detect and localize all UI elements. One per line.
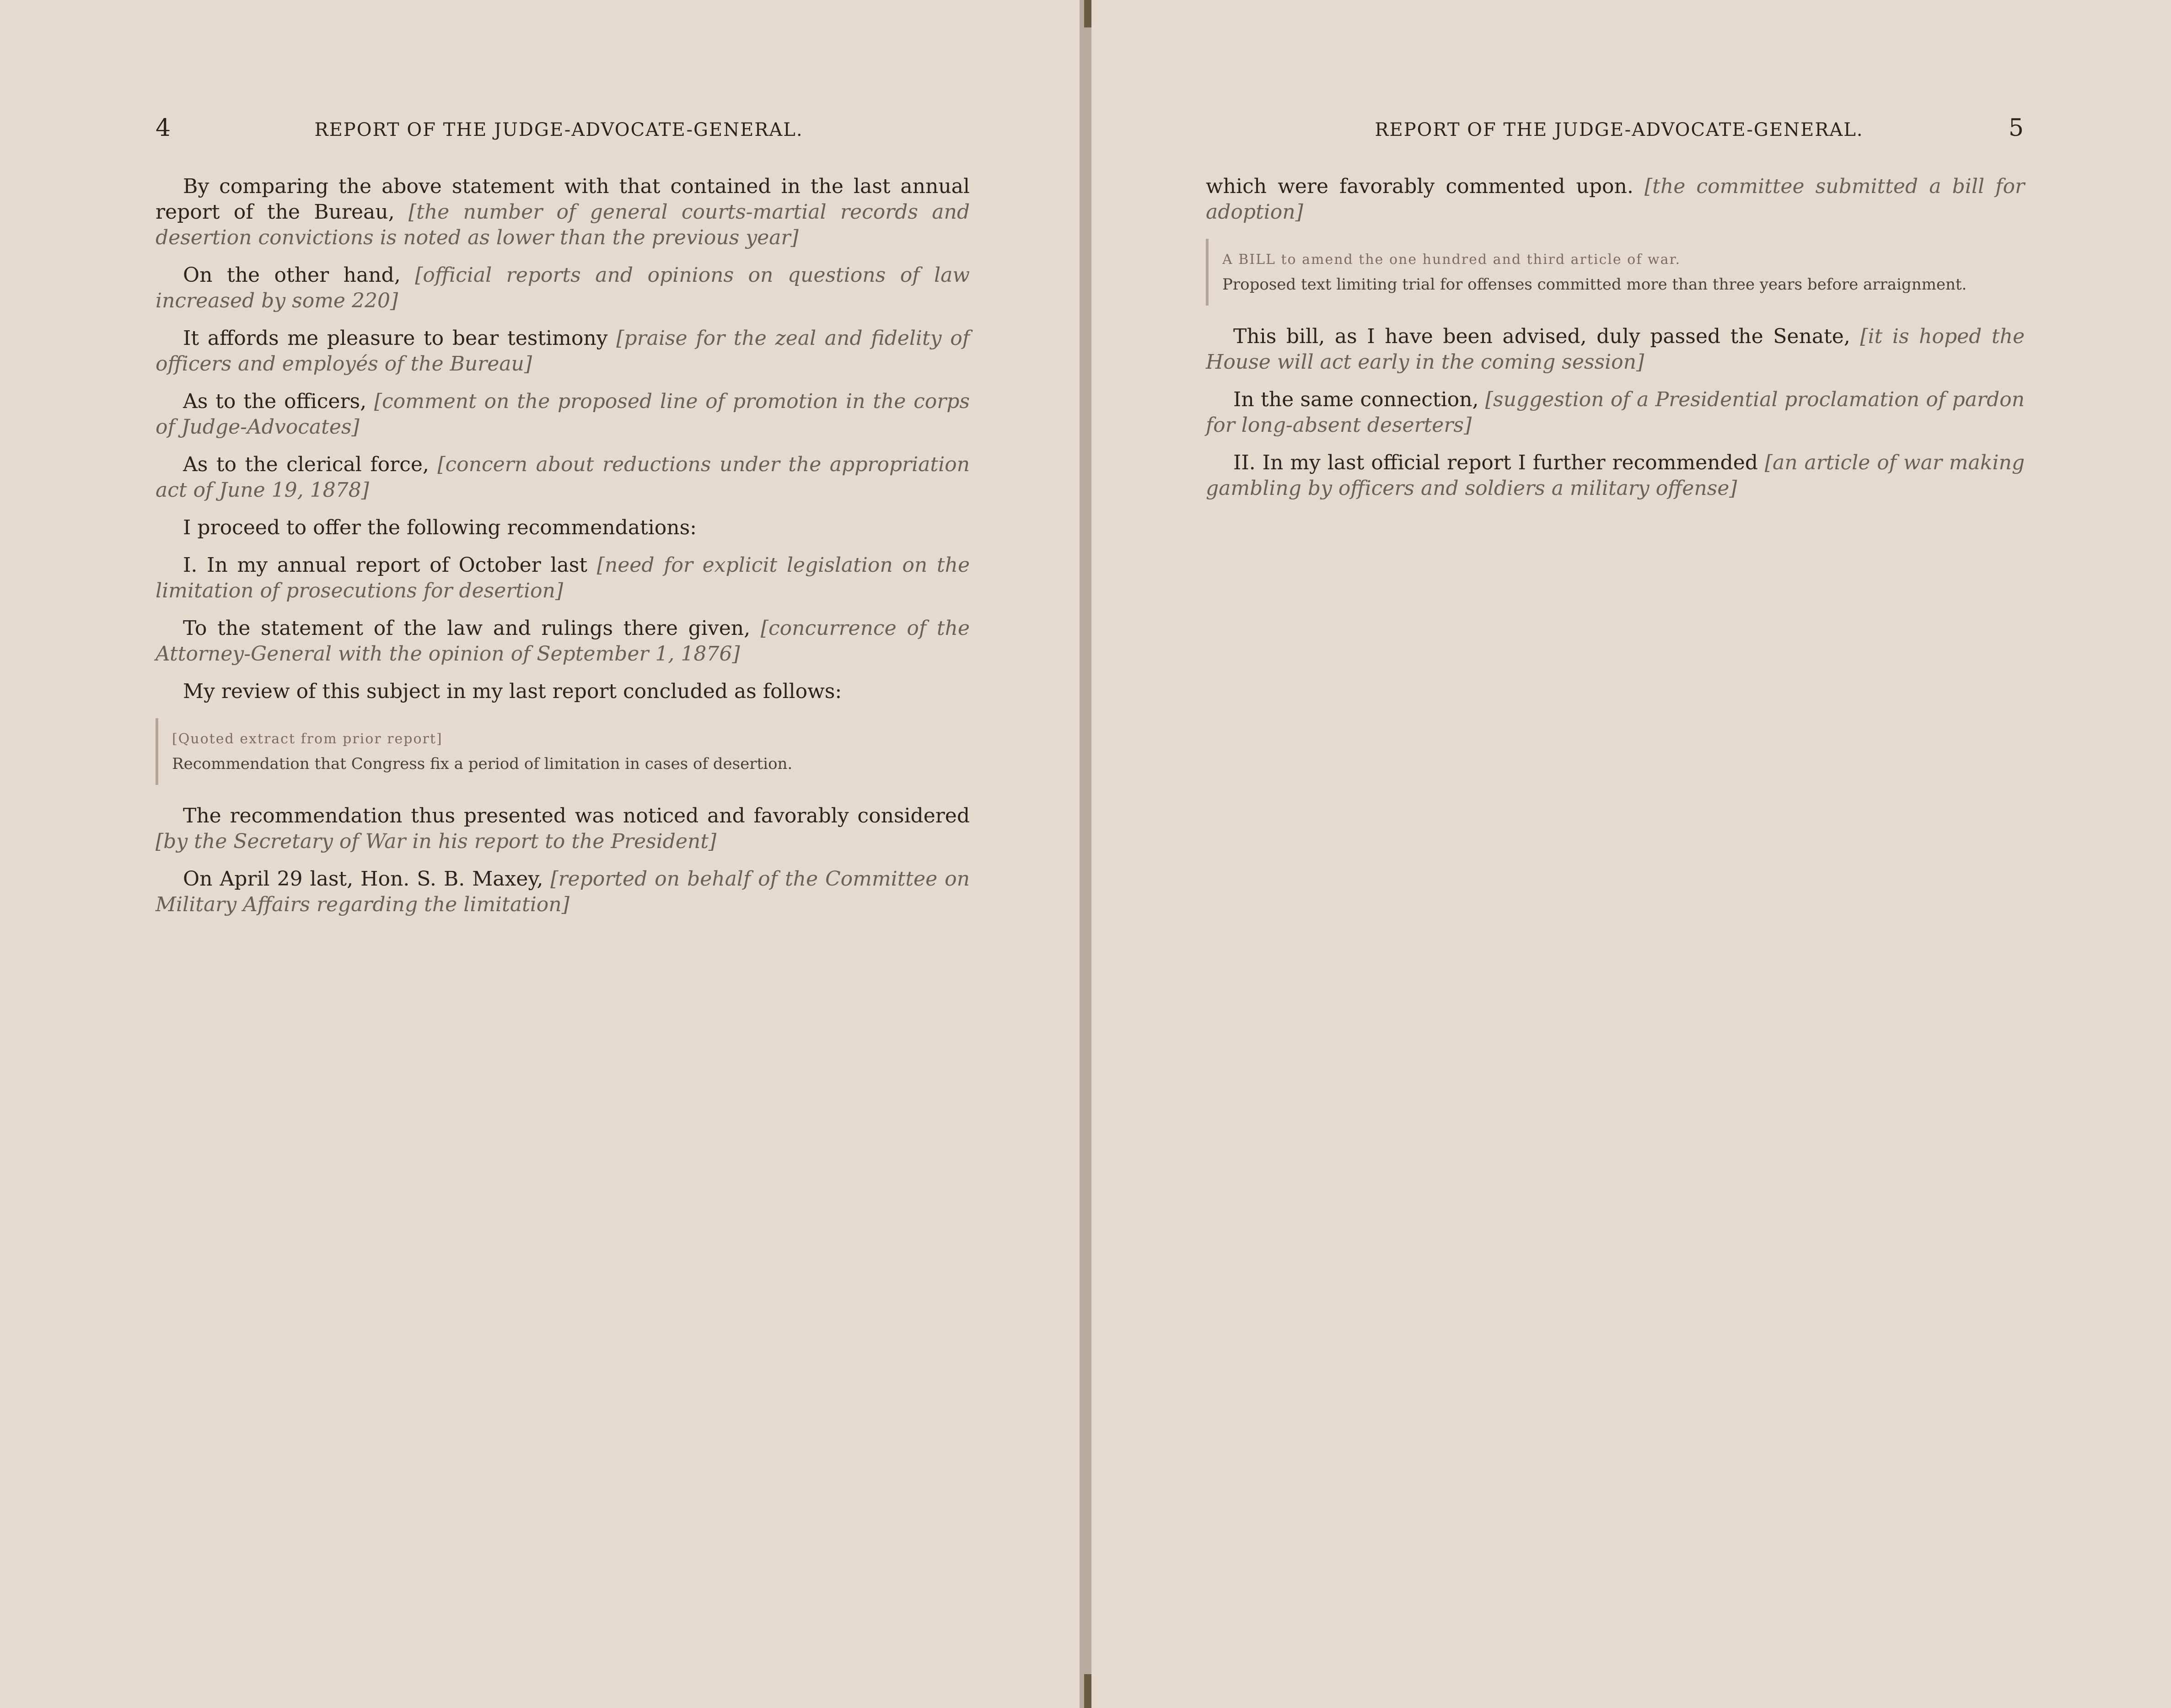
paragraph-lead: On the other hand, xyxy=(183,263,401,287)
running-title-left: REPORT OF THE JUDGE-ADVOCATE-GENERAL. xyxy=(314,119,803,140)
page-number-left: 4 xyxy=(156,114,172,142)
paragraph-lead: which were favorably commented upon. xyxy=(1206,175,1634,198)
paragraph-summary: [concurrence of the Attorney-General with the opinion of September 1, 1876] xyxy=(156,617,970,666)
paragraph-lead: My review of this subject in my last report concluded as follows: xyxy=(183,680,842,703)
paragraph xyxy=(156,389,970,440)
paragraph-summary: [official reports and opinions on questions of law increased by some 220] xyxy=(156,263,970,312)
bill-summary: Proposed text limiting trial for offenses committed more than three years before arraignment. xyxy=(1222,275,1967,294)
paragraph-lead: I proceed to offer the following recommendations: xyxy=(183,516,697,539)
paragraph-lead: This bill, as I have been advised, duly passed the Senate, xyxy=(1233,325,1850,348)
right-opening-paragraph xyxy=(1206,174,2025,225)
paragraph-summary: [the number of general courts-martial records and desertion convictions is noted as lower than the previous year] xyxy=(156,200,970,249)
paragraph xyxy=(1206,387,2025,438)
paragraph xyxy=(156,616,970,667)
paragraph-lead: It affords me pleasure to bear testimony xyxy=(183,327,608,350)
paragraph xyxy=(1206,324,2025,375)
bill-block xyxy=(1206,239,2025,306)
right-page xyxy=(1091,0,2171,1708)
paragraph-summary: [an article of war making gambling by officers and soldiers a military offense] xyxy=(1206,451,2025,500)
paragraph-lead: II. In my last official report I further recommended xyxy=(1233,451,1758,474)
quoted-block-label: [Quoted extract from prior report] xyxy=(172,731,443,747)
left-page xyxy=(0,0,1080,1708)
running-title-right: REPORT OF THE JUDGE-ADVOCATE-GENERAL. xyxy=(1375,119,1864,140)
paragraph-summary: [reported on behalf of the Committee on Military Affairs regarding the limitation] xyxy=(156,867,970,916)
paragraph-summary: [the committee submitted a bill for adoption] xyxy=(1206,175,2025,224)
quoted-block-summary: Recommendation that Congress fix a period of limitation in cases of desertion. xyxy=(172,755,793,773)
running-head-left xyxy=(156,114,970,142)
running-head-right xyxy=(1206,114,2025,142)
paragraph-lead: To the statement of the law and rulings there given, xyxy=(183,617,751,640)
book-gutter xyxy=(1080,0,1091,1708)
paragraph-summary: [comment on the proposed line of promotion in the corps of Judge-Advocates] xyxy=(156,390,970,439)
paragraph-lead: In the same connection, xyxy=(1233,388,1479,411)
paragraph xyxy=(156,174,970,251)
left-body xyxy=(156,174,970,704)
paragraph-summary: [concern about reductions under the appropriation act of June 19, 1878] xyxy=(156,453,970,502)
paragraph xyxy=(1206,450,2025,501)
paragraph xyxy=(156,679,970,704)
paragraph xyxy=(156,803,970,854)
paragraph xyxy=(156,263,970,314)
paragraph-lead: On April 29 last, Hon. S. B. Maxey, xyxy=(183,867,543,891)
paragraph xyxy=(156,326,970,377)
bill-title: A BILL to amend the one hundred and third article of war. xyxy=(1222,252,1681,268)
paragraph xyxy=(156,515,970,541)
paragraph-summary: [need for explicit legislation on the limitation of prosecutions for desertion] xyxy=(156,553,970,602)
paragraph-lead: As to the clerical force, xyxy=(183,453,429,476)
page-number-right: 5 xyxy=(2008,114,2025,142)
paragraph-summary: [praise for the zeal and fidelity of officers and employés of the Bureau] xyxy=(156,327,970,376)
paragraph xyxy=(156,452,970,503)
right-body xyxy=(1206,324,2025,501)
paragraph-summary: [suggestion of a Presidential proclamation of pardon for long-absent deserters] xyxy=(1206,388,2025,437)
left-closing-body xyxy=(156,803,970,918)
paragraph-lead: By comparing the above statement with that contained in the last annual report of the Bureau, xyxy=(156,175,970,224)
paragraph-summary: [by the Secretary of War in his report to the President] xyxy=(156,830,717,853)
paragraph-lead: As to the officers, xyxy=(183,390,367,413)
quoted-block xyxy=(156,718,970,785)
paragraph xyxy=(156,553,970,604)
paragraph-lead: The recommendation thus presented was noticed and favorably considered xyxy=(183,804,970,827)
paragraph-lead: I. In my annual report of October last xyxy=(183,553,587,577)
paragraph-summary: [it is hoped the House will act early in the coming session] xyxy=(1206,325,2025,374)
paragraph xyxy=(156,866,970,918)
